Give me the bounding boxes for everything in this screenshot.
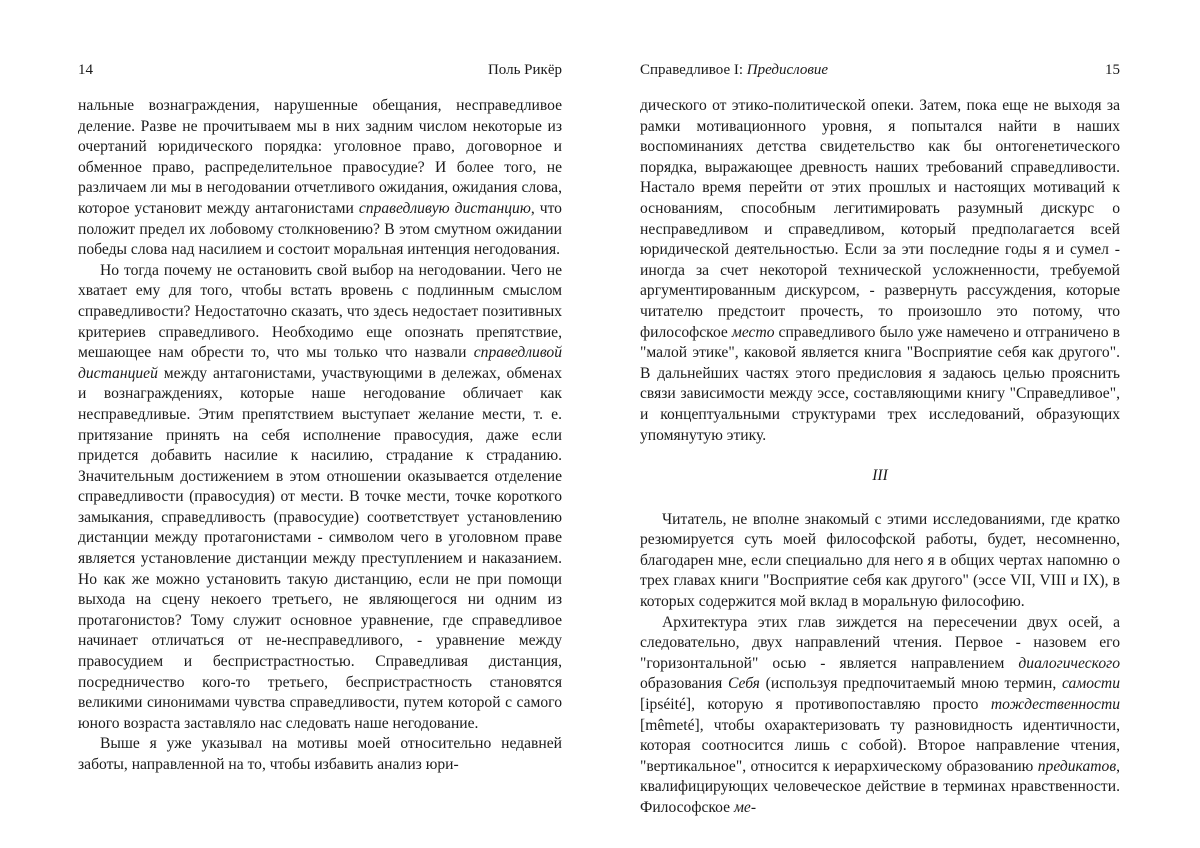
running-title-prefix: Справедливое I: [640, 62, 747, 78]
italic-text: ме- [733, 799, 757, 816]
text-run: нальные вознаграждения, нарушенные обещания, несправедливое деление. Разве не прочитываем мы в них задним числом некоторые из очертаний юридического порядка: уголовное право, договорное и обменное право, распределительное правосудие? И более того, не различаем ли мы в негодовании отчетливого ожидания, ожидания слова, которое установит между антагонистами [78, 97, 562, 217]
italic-text: тождественности [990, 696, 1120, 714]
text-run: образования [640, 675, 728, 693]
paragraph [78, 734, 562, 775]
section-number: III [872, 467, 888, 485]
text-run: Архитектура этих глав зиждется на пересечении двух осей, а следовательно, двух направлений чтения. Первое - назовем его "горизонтальной" осью - является направлением [640, 613, 1120, 672]
paragraphs-before-section [640, 96, 1120, 446]
paragraph [640, 510, 1120, 613]
right-page [640, 0, 1120, 848]
italic-text: предикатов [1037, 757, 1117, 775]
text-run: дического от этико-политической опеки. Затем, пока еще не выходя за рамки мотивационного уровня, я попытался найти в наших воспоминаниях детства свидетельство как бы онтогенетического порядка, выражающее древность наших требований справедливости. Настало время перейти от этих прошлых и настоящих мотиваций к основаниям, способным легитимировать разумный дискурс о несправедливом и справедливом, который предполагается всей юридической деятельностью. Если за эти последние годы я и сумел - иногда за счет некоторой технической усложненности, требуемой аргументированным дискурсом, - развернуть рассуждения, которые читателю предстоит прочесть, то произошло это потому, что философское [640, 97, 1120, 341]
italic-text: место [731, 323, 775, 341]
text-run: Читатель, не вполне знакомый с этими исследованиями, где кратко резюмируется суть моей философской работы, будет, несомненно, благодарен мне, если специально для него я в общих чертах напомню о трех главах книги "Восприятие себя как другого" (эссе VII, VIII и IX), в которых содержится мой вклад в моральную философию. [640, 510, 1120, 611]
running-title-author: Поль Рикёр [487, 62, 562, 78]
left-page [78, 0, 562, 848]
italic-text: справедливой дистанцией [78, 344, 562, 382]
text-run: справедливого было уже намечено и отграничено в "малой этике", каковой является книга "Восприятие себя как другого". В дальнейших частях этого предисловия я задаюсь целью прояснить связи зависимости между эссе, составляющими книгу "Справедливое", и концептуальными структурами трех исследований, образующих упомянутую этику. [640, 323, 1120, 444]
right-page-header [640, 62, 1120, 82]
page-number: 15 [1105, 62, 1120, 78]
paragraph [78, 261, 562, 735]
text-run: , квалифицирующих человеческое действие в терминах нравственности. Философское [640, 757, 1120, 816]
text-run: между антагонистами, участвующими в дележах, обменах и вознаграждениях, которые наше негодование обличает как несправедливые. Этим препятствием выступает желание мести, т. е. притязание принять на себя исполнение правосудия, даже если придется добавить насилие к насилию, страдание к страданию. Значительным достижением в этом отношении оказывается отделение справедливости (правосудия) от мести. В точке мести, точке короткого замыкания, справедливость (правосудие) соответствует установлению дистанции между протагонистами - символом чего в уголовном праве является установление дистанции между преступлением и наказанием. Но как же можно установить такую дистанцию, если не при помощи выхода на сцену некоего третьего, не являющегося ни одним из протагонистов? Тому служит основное уравнение, где справедливое начинает отличаться от не-несправедливого, - уравнение между правосудием и беспристрастностью. Справедливая дистанция, посредничество кого-то третьего, беспристрастность становятся великими синонимами чувства справедливости, путем которой с самого юного возраста заставляло нас следовать наше негодование. [78, 364, 562, 732]
right-page-body [640, 96, 1120, 819]
italic-text: диалогического [1018, 654, 1120, 672]
text-run: Выше я уже указывал на мотивы моей относительно недавней заботы, направленной на то, чтобы избавить анализ юри- [78, 735, 562, 773]
text-run: Но тогда почему не остановить свой выбор на негодовании. Чего не хватает ему для того, чтобы встать вровень с подлинным смыслом справедливости? Недостаточно сказать, что здесь недостает позитивных критериев справедливого. Необходимо еще опознать препятствие, мешающее нам обрести то, что мы только что назвали [78, 261, 562, 362]
running-title-chapter [640, 62, 828, 79]
text-run: [mêmeté], чтобы охарактеризовать ту разновидность идентичности, которая соотносится лишь с собой). Второе направление чтения, "вертикальное", относится к иерархическому образованию [640, 716, 1120, 775]
running-title-italic: Предисловие [746, 62, 829, 78]
text-run: , что положит предел их лобовому столкновению? В этом смутном ожидании победы слова над насилием и состоит моральная интенция негодования. [78, 199, 562, 259]
text-run: [ipséité], которую я противопоставляю просто [640, 696, 991, 714]
page-number: 14 [78, 62, 93, 78]
italic-text: Себя [728, 675, 760, 693]
paragraph [640, 613, 1120, 819]
paragraph [78, 96, 562, 261]
italic-text: справедливую дистанцию [358, 199, 531, 217]
paragraph [640, 96, 1120, 446]
left-page-body [78, 96, 562, 776]
italic-text: самости [1061, 675, 1120, 693]
paragraphs-after-section [640, 510, 1120, 819]
text-run: (используя предпочитаемый мною термин, [759, 675, 1062, 693]
left-page-header [78, 62, 562, 82]
